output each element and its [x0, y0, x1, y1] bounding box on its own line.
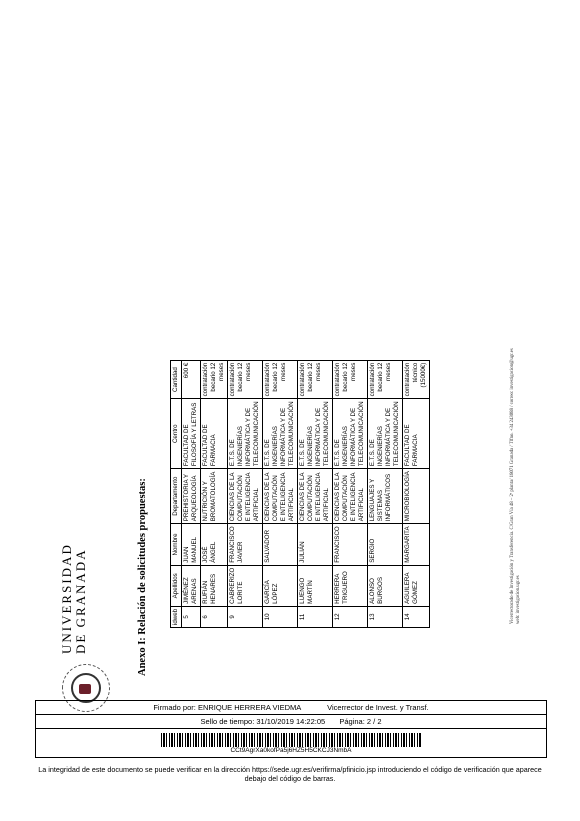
verify-notice: La integridad de este documento se puede verificar en la dirección https://sede.ugr.es/verifirma/pfinicio.jsp introduciendo el código de verificación que aparece debajo del código de barras.	[38, 765, 542, 783]
verification-code: CCt9AgrXa0kofPa5j6HZ5H5CKCJ3NmbA	[230, 747, 352, 754]
cell-apellidos: JIMÉNEZ ARENAS	[182, 565, 201, 606]
cell-departamento: CIENCIAS DE LA COMPUTACIÓN E INTELIGENCIA ARTIFICIAL	[263, 469, 298, 524]
col-nombre: Nombre	[171, 524, 182, 565]
signer-role: Vicerrector de Invest. y Transf.	[327, 703, 429, 712]
cell-departamento: NUTRICIÓN Y BROMATOLOGÍA	[201, 469, 228, 524]
cell-departamento: CIENCIAS DE LA COMPUTACIÓN E INTELIGENCIA ARTIFICIAL	[298, 469, 333, 524]
cell-nombre: JUAN MANUEL	[182, 524, 201, 565]
cell-idweb: 11	[298, 606, 333, 627]
cell-nombre: SALVADOR	[263, 524, 298, 565]
cell-centro: FACULTAD DE FARMACIA	[201, 399, 228, 469]
cell-nombre: FRANCISCO	[333, 524, 368, 565]
cell-centro: E.T.S. DE INGENIERÍAS INFORMÁTICA Y DE TELECOMUNICACIÓN	[333, 399, 368, 469]
cell-idweb: 9	[228, 606, 263, 627]
cell-idweb: 10	[263, 606, 298, 627]
cell-apellidos: RUFIÁN HENARES	[201, 565, 228, 606]
table-row	[228, 360, 263, 627]
signature-box	[35, 700, 547, 758]
cell-centro: FACULTAD DE FILOSOFÍA Y LETRAS	[182, 399, 201, 469]
cell-cantidad: contratación becario 12 meses	[201, 360, 228, 399]
university-name: UNIVERSIDAD DE GRANADA	[59, 543, 88, 654]
col-idweb: idweb	[171, 606, 182, 627]
cell-cantidad: 600 €	[182, 360, 201, 399]
cell-cantidad: contratación becario 12 meses	[333, 360, 368, 399]
cell-idweb: 13	[368, 606, 403, 627]
cell-apellidos: GARCÍA LÓPEZ	[263, 565, 298, 606]
cell-departamento: CIENCIAS DE LA COMPUTACIÓN E INTELIGENCIA ARTIFICIAL	[228, 469, 263, 524]
table-wrap	[170, 360, 430, 628]
col-apellidos: Apellidos	[171, 565, 182, 606]
table-row	[201, 360, 228, 627]
cell-cantidad: contratación becario 12 meses	[263, 360, 298, 399]
footnote: Vicerrectorado de Investigación y Transferencia. C/Gran Vía 48 – 2ª planta/ 18071 Granada / Tlfno. +34 243088 / correo: investigacion@ugr.es web: investigacion.ugr.es	[510, 348, 521, 624]
cell-idweb: 6	[201, 606, 228, 627]
cell-nombre: JOSÉ ÁNGEL	[201, 524, 228, 565]
table-row	[333, 360, 368, 627]
cell-nombre: MARGARITA	[403, 524, 430, 565]
barcode-icon	[161, 733, 421, 747]
table-row	[182, 360, 201, 627]
cell-cantidad: contratación técnico (15000€)	[403, 360, 430, 399]
cell-idweb: 12	[333, 606, 368, 627]
cell-centro: E.T.S. DE INGENIERÍAS INFORMÁTICA Y DE TELECOMUNICACIÓN	[298, 399, 333, 469]
col-cantidad: Cantidad	[171, 360, 182, 399]
cell-nombre: JULIÁN	[298, 524, 333, 565]
cell-cantidad: contratación becario 12 meses	[368, 360, 403, 399]
cell-apellidos: AGUILERA GÓMEZ	[403, 565, 430, 606]
col-centro: Centro	[171, 399, 182, 469]
signed-by: Firmado por: ENRIQUE HERRERA VIEDMA	[153, 703, 301, 712]
table-row	[403, 360, 430, 627]
annex-title: Anexo I: Relación de solicitudes propuestas:	[137, 478, 148, 676]
signed-by-row	[36, 701, 546, 714]
cell-departamento: CIENCIAS DE LA COMPUTACIÓN E INTELIGENCIA ARTIFICIAL	[333, 469, 368, 524]
page-number: Página: 2 / 2	[339, 717, 382, 726]
barcode-row	[36, 728, 546, 757]
cell-apellidos: CABRERIZO LORITE	[228, 565, 263, 606]
cell-idweb: 14	[403, 606, 430, 627]
verify-notice-wrap	[30, 764, 550, 785]
cell-apellidos: LUENGO MARTÍN	[298, 565, 333, 606]
col-departamento: Departamento	[171, 469, 182, 524]
cell-idweb: 5	[182, 606, 201, 627]
timestamp: Sello de tiempo: 31/10/2019 14:22:05	[200, 717, 326, 726]
cell-nombre: SERGIO	[368, 524, 403, 565]
timestamp-row	[36, 714, 546, 728]
cell-apellidos: ALONSO BURGOS	[368, 565, 403, 606]
cell-cantidad: contratación becario 12 meses	[298, 360, 333, 399]
cell-apellidos: HERRERA TRIGUERO	[333, 565, 368, 606]
cell-departamento: PREHISTORIA Y ARQUEOLOGÍA	[182, 469, 201, 524]
table-row	[368, 360, 403, 627]
cell-centro: FACULTAD DE FARMACIA	[403, 399, 430, 469]
table-row	[263, 360, 298, 627]
cell-centro: E.T.S. DE INGENIERÍAS INFORMÁTICA Y DE TELECOMUNICACIÓN	[368, 399, 403, 469]
table-header-row	[171, 360, 182, 627]
cell-cantidad: contratación becario 12 meses	[228, 360, 263, 399]
cell-centro: E.T.S. DE INGENIERÍAS INFORMÁTICA Y DE TELECOMUNICACIÓN	[263, 399, 298, 469]
table-body	[182, 360, 430, 627]
cell-departamento: MICROBIOLOGÍA	[403, 469, 430, 524]
cell-nombre: FRANCISCO JAVIER	[228, 524, 263, 565]
requests-table	[170, 360, 430, 628]
cell-centro: E.T.S. DE INGENIERÍAS INFORMÁTICA Y DE TELECOMUNICACIÓN	[228, 399, 263, 469]
cell-departamento: LENGUAJES Y SISTEMAS INFORMÁTICOS	[368, 469, 403, 524]
table-row	[298, 360, 333, 627]
